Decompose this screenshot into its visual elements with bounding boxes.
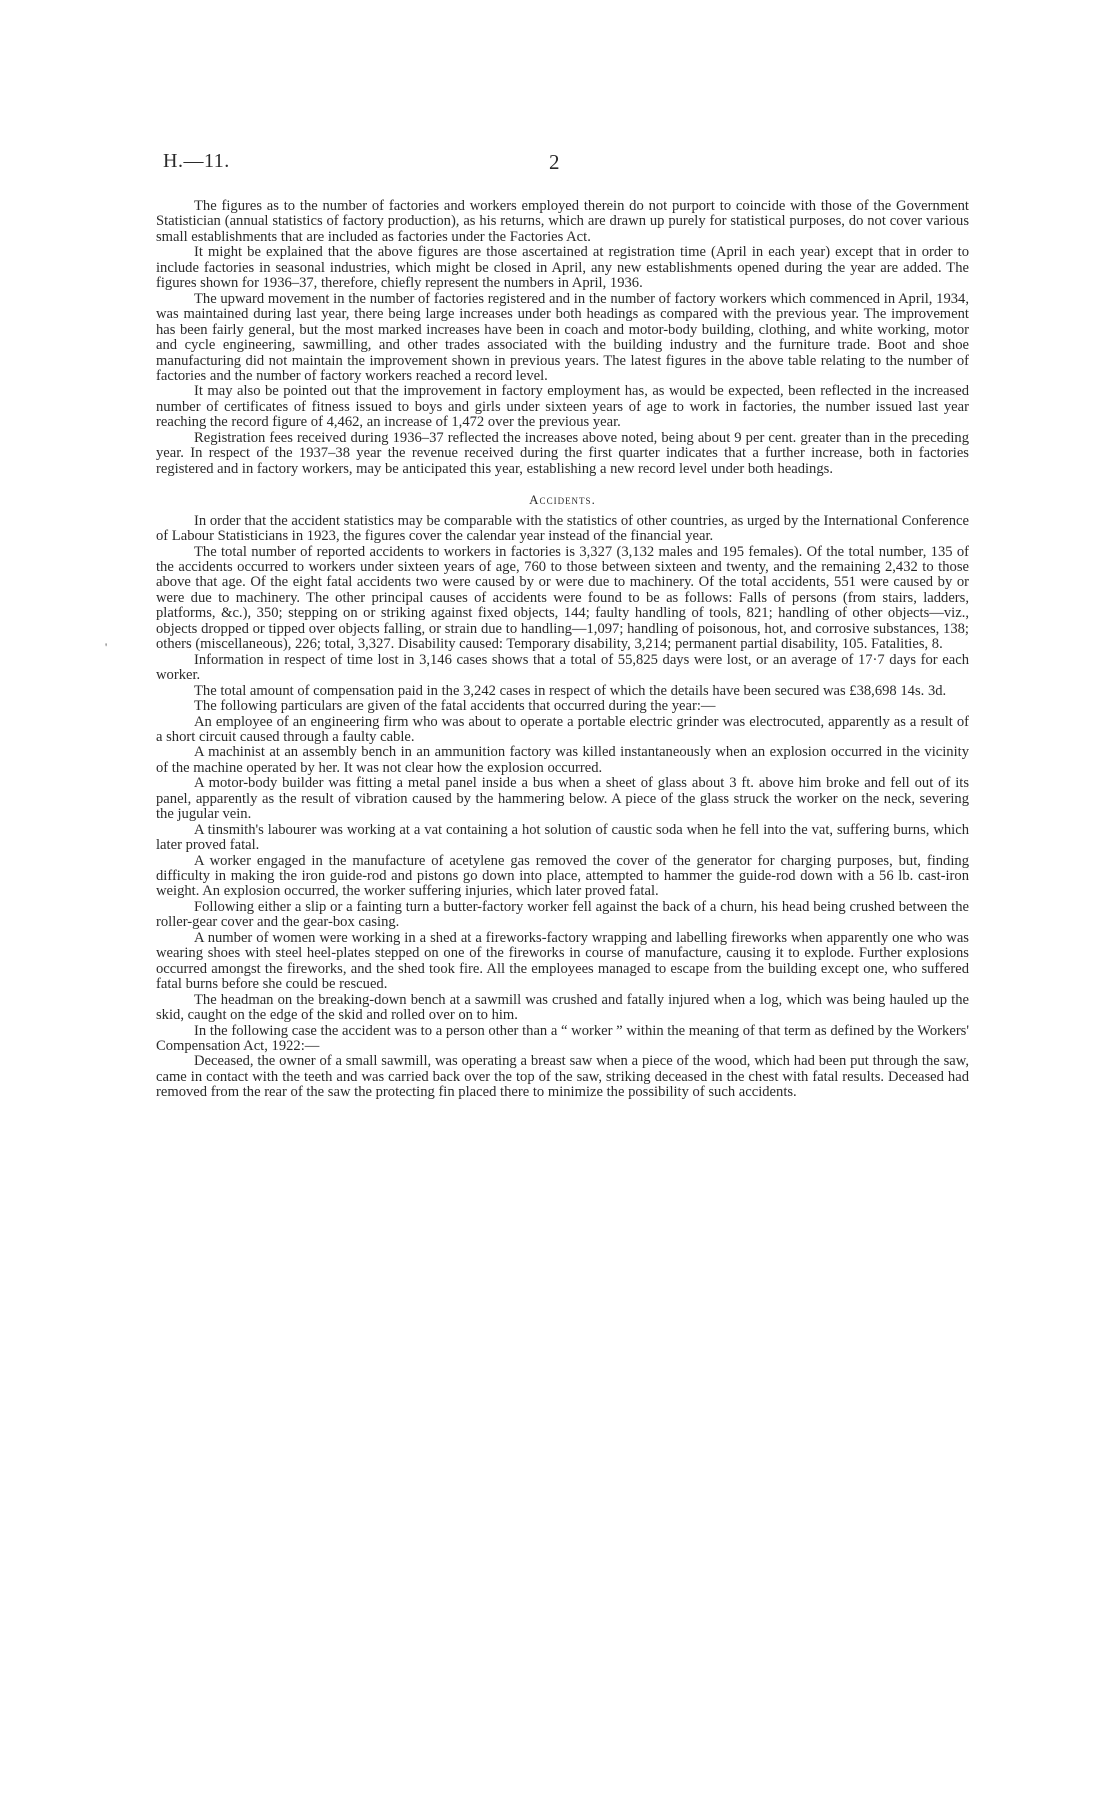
paragraph-registration-time: It might be explained that the above figures are those ascertained at registration time (April in each year) except that in order to include factories in seasonal industries, which might be closed in April, any new establishments opened during the year are added. The figures shown for 1936–37, therefore, chiefly represent the numbers in April, 1936. bbox=[156, 244, 969, 292]
paragraph-fatal-intro: The following particulars are given of the fatal accidents that occurred during the year:— bbox=[194, 698, 716, 715]
paragraph-figures-note: The figures as to the number of factories and workers employed therein do not purport to coincide with those of the Government Statistician (annual statistics of factory production), as his returns, which are drawn up purely for statistical purposes, do not cover various small establishments that are included as factories under the Factories Act. bbox=[156, 198, 969, 245]
section-heading-accidents: Accidents. bbox=[529, 492, 596, 508]
margin-mark: ' bbox=[105, 640, 108, 654]
paragraph-fatal-glass: A motor-body builder was fitting a metal panel inside a bus when a sheet of glass about 3 ft. above him broke and fell out of its panel, apparently as the result of vibration caused by the hammering below. A piece of the glass struck the worker on the neck, severing the jugular vein. bbox=[156, 775, 969, 823]
document-body bbox=[156, 199, 969, 1101]
paragraph-fatal-caustic: A tinsmith's labourer was working at a vat containing a hot solution of caustic soda when he fell into the vat, suffering burns, which later proved fatal. bbox=[156, 821, 969, 854]
page-reference: H.—11. bbox=[163, 150, 230, 172]
paragraph-accident-totals: The total number of reported accidents to workers in factories is 3,327 (3,132 males and 195 females). Of the total number, 135 of the accidents occurred to workers under sixteen years of age, 760 to those between sixteen and twenty, and the remaining 2,432 to those above that age. Of the eight fatal accidents two were caused by or were due to machinery. Of the total accidents, 551 were caused by or were due to machinery. The other principal causes of accidents were found to be as follows: Falls of persons (from stairs, ladders, platforms, &c.), 350; stepping on or striking against fixed objects, 144; faulty handling of tools, 821; handling of other objects—viz., objects dropped or tipped over objects falling, or strain due to handling—1,097; handling of poisonous, hot, and corrosive substances, 138; others (miscellaneous), 226; total, 3,327. Disability caused: Temporary disability, 3,214; permanent partial disability, 105. Fatalities, 8. bbox=[156, 543, 969, 653]
paragraph-fatal-ammunition: A machinist at an assembly bench in an ammunition factory was killed instantaneously when an explosion occurred in the vicinity of the machine operated by her. It was not clear how the explosion occurred. bbox=[156, 744, 969, 776]
paragraph-fatal-churn: Following either a slip or a fainting turn a butter-factory worker fell against the back of a churn, his head being crushed between the roller-gear cover and the gear-box casing. bbox=[156, 898, 969, 931]
paragraph-breast-saw: Deceased, the owner of a small sawmill, was operating a breast saw when a piece of the wood, which had been put through the saw, came in contact with the teeth and was carried back over the top of the saw, striking deceased in the chest with fatal results. Deceased had removed from the rear of the saw the protecting fin placed there to minimize the possibility of such accidents. bbox=[156, 1053, 969, 1101]
page-header bbox=[163, 150, 971, 180]
paragraph-fatal-sawmill: The headman on the breaking-down bench at a sawmill was crushed and fatally injured when a log, which was being hauled up the skid, caught on the edge of the skid and rolled over on to him. bbox=[156, 991, 969, 1024]
paragraph-certificates: It may also be pointed out that the improvement in factory employment has, as would be expected, been reflected in the increased number of certificates of fitness issued to boys and girls under sixteen years of age to work in factories, the number issued last year reaching the record figure of 4,462, an increase of 1,472 over the previous year. bbox=[156, 383, 969, 431]
paragraph-compensation: The total amount of compensation paid in the 3,242 cases in respect of which the details have been secured was £38,698 14s. 3d. bbox=[194, 682, 947, 699]
paragraph-fatal-acetylene: A worker engaged in the manufacture of acetylene gas removed the cover of the generator for charging purposes, but, finding difficulty in making the iron guide-rod and pistons go down into place, attempted to hammer the guide-rod down with a 56 lb. cast-iron weight. An explosion occurred, the worker suffering injuries, which later proved fatal. bbox=[156, 852, 969, 900]
paragraph-upward-movement: The upward movement in the number of factories registered and in the number of factory workers which commenced in April, 1934, was maintained during last year, there being large increases under both headings as compared with the previous year. The improvement has been fairly general, but the most marked increases have been in coach and motor-body building, clothing, and white working, motor and cycle engineering, sawmilling, and other trades associated with the building industry and the furniture trade. Boot and shoe manufacturing did not maintain the improvement shown in previous years. The latest figures in the above table relating to the number of factories and the number of factory workers reached a record level. bbox=[156, 290, 969, 384]
paragraph-fatal-grinder: An employee of an engineering firm who was about to operate a portable electric grinder was electrocuted, apparently as a result of a short circuit caused through a faulty cable. bbox=[156, 713, 969, 745]
paragraph-non-worker-case: In the following case the accident was to a person other than a “ worker ” within the meaning of that term as defined by the Workers' Compensation Act, 1922:— bbox=[156, 1022, 969, 1055]
paragraph-time-lost: Information in respect of time lost in 3,146 cases shows that a total of 55,825 days were lost, or an average of 17·7 days for each worker. bbox=[156, 651, 969, 684]
paragraph-accident-statistics: In order that the accident statistics may be comparable with the statistics of other countries, as urged by the International Conference of Labour Statisticians in 1923, the figures cover the calendar year instead of the financial year. bbox=[156, 512, 969, 545]
paragraph-fatal-fireworks: A number of women were working in a shed at a fireworks-factory wrapping and labelling fireworks when apparently one who was wearing shoes with steel heel-plates stepped on one of the fireworks in course of manufacture, causing it to explode. Further explosions occurred amongst the fireworks, and the shed took fire. All the employees managed to escape from the building except one, who suffered fatal burns before she could be rescued. bbox=[156, 929, 969, 993]
page-number: 2 bbox=[549, 150, 560, 174]
paragraph-registration-fees: Registration fees received during 1936–37 reflected the increases above noted, being about 9 per cent. greater than in the preceding year. In respect of the 1937–38 year the revenue received during the first quarter indicates that a further increase, both in factories registered and in factory workers, may be anticipated this year, establishing a new record level under both headings. bbox=[156, 429, 969, 477]
